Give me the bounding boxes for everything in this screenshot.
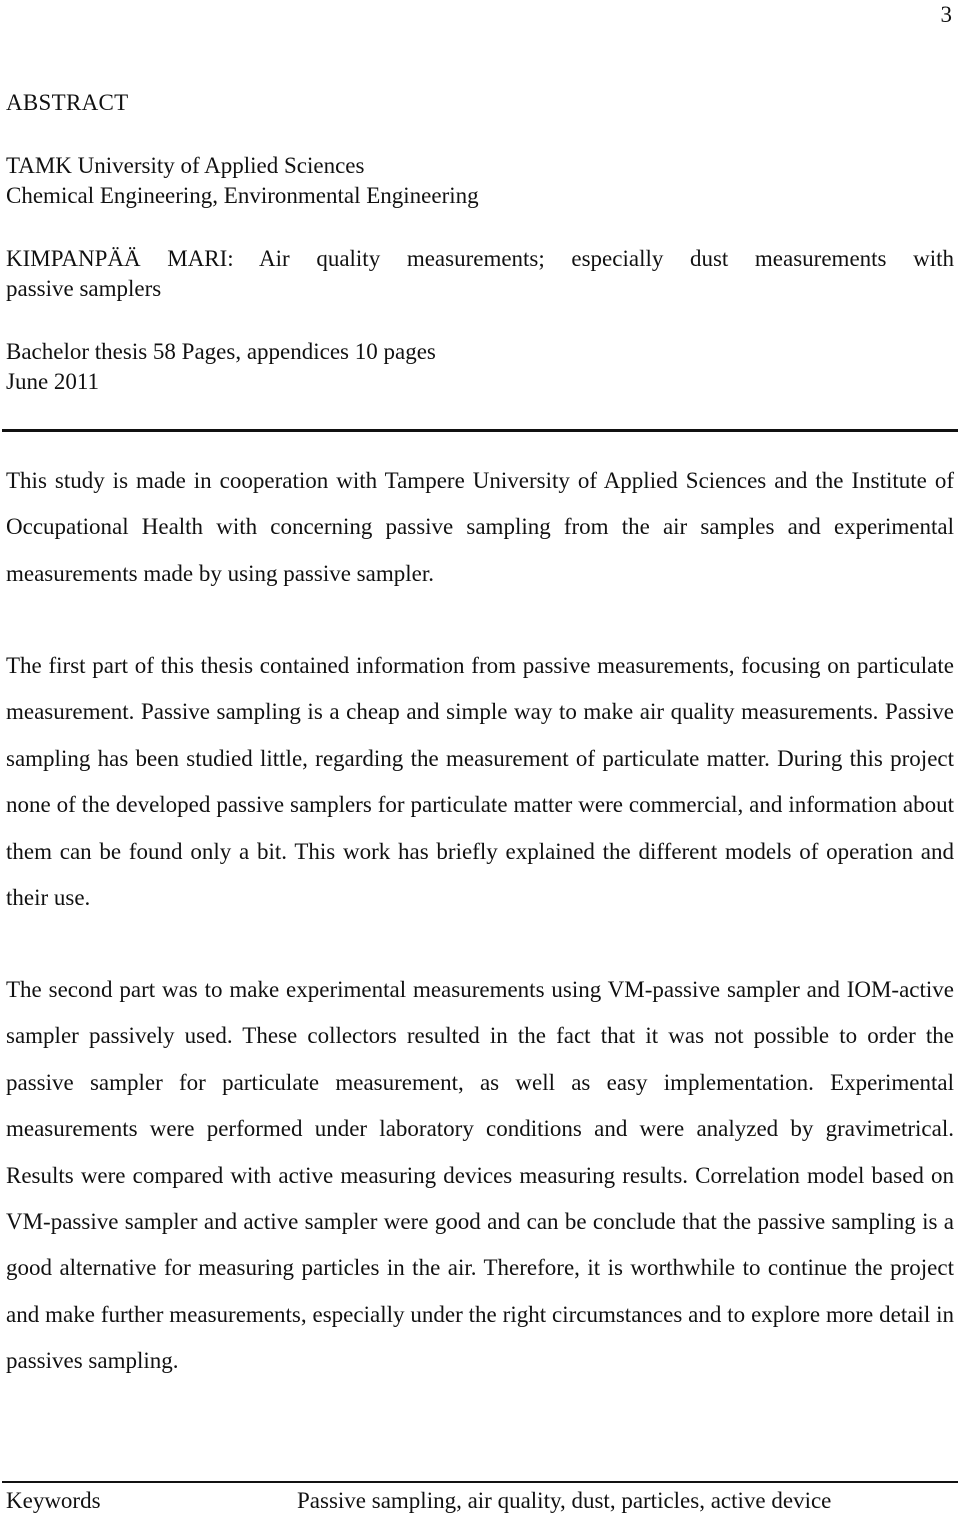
thesis-date: June 2011 xyxy=(6,369,100,394)
keywords-rule xyxy=(2,1481,958,1483)
abstract-paragraph-1: This study is made in cooperation with Tampere University of Applied Sciences and the Institute of Occupational Health with concerning passive sampling from the air samples and experimental measurements made by using passive sampler. xyxy=(6,468,954,586)
thesis-title-block xyxy=(6,244,954,304)
thesis-title-line-1: KIMPANPÄÄ MARI: Air quality measurements; especially dust measurements with xyxy=(6,246,954,271)
thesis-info-block xyxy=(6,337,954,397)
thesis-title-line-2: passive samplers xyxy=(6,276,162,301)
separator-rule xyxy=(2,429,958,432)
keywords-label: Keywords xyxy=(6,1488,101,1513)
institution-block xyxy=(6,151,954,211)
institution-name: TAMK University of Applied Sciences xyxy=(6,153,365,178)
abstract-heading: ABSTRACT xyxy=(6,90,129,115)
thesis-info: Bachelor thesis 58 Pages, appendices 10 pages xyxy=(6,339,436,364)
department-name: Chemical Engineering, Environmental Engineering xyxy=(6,183,479,208)
keywords-value: Passive sampling, air quality, dust, particles, active device xyxy=(297,1488,832,1513)
abstract-paragraph-3: The second part was to make experimental measurements using VM-passive sampler and IOM-active sampler passively used. These collectors resulted in the fact that it was not possible to order the passive sampler for particulate measurement, as well as easy implementation. Experimental measurements were performed under laboratory conditions and were analyzed by gravimetrical. Results were compared with active measuring devices measuring results. Correlation model based on VM-passive sampler and active sampler were good and can be conclude that the passive sampling is a good alternative for measuring particles in the air. Therefore, it is worthwhile to continue the project and make further measurements, especially under the right circumstances and to explore more detail in passives sampling. xyxy=(6,977,954,1374)
page-number: 3 xyxy=(940,2,952,27)
abstract-paragraph-2: The first part of this thesis contained information from passive measurements, focusing on particulate measurement. Passive sampling is a cheap and simple way to make air quality measurements. Passive sampling has been studied little, regarding the measurement of particulate matter. During this project none of the developed passive samplers for particulate matter were commercial, and information about them can be found only a bit. This work has briefly explained the different models of operation and their use. xyxy=(6,653,954,911)
